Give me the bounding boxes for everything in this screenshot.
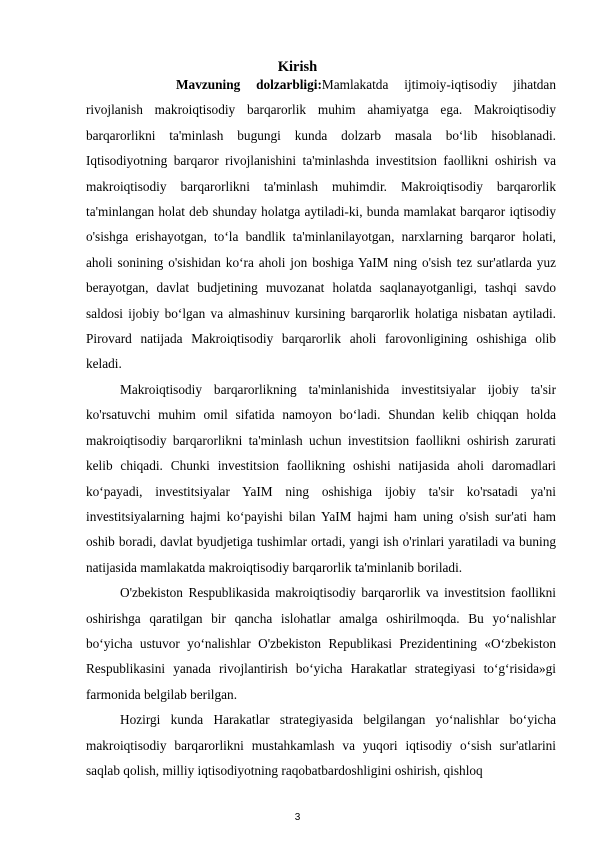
paragraph-relevance bbox=[86, 72, 556, 377]
paragraph-investment-role: Makroiqtisodiy barqarorlikning ta'minlanishida investitsiyalar ijobiy ta'sir ko'rsatuvchi muhim omil sifatida namoyon bo‘ladi. Shundan kelib chiqqan holda makroiqtisodiy barqarorlikni ta'minlash uchun investitsion faollikni oshirish zarurati kelib chiqadi. Chunki investitsion faollikning oshishi natijasida aholi daromadlari ko‘payadi, investitsiyalar YaIM ning oshishiga ijobiy ta'sir ko'rsatadi ya'ni investitsiyalarning hajmi ko‘payishi bilan YaIM hajmi ham uning o'sish sur'ati ham oshib boradi, davlat byudjetiga tushimlar ortadi, yangi ish o'rinlari yaratiladi va buning natijasida mamlakatda makroiqtisodiy barqarorlik ta'minlanib boriladi. bbox=[86, 381, 556, 575]
relevance-heading: Mavzuning dolzarbligi: bbox=[176, 77, 322, 92]
paragraph-strategy: Hozirgi kunda Harakatlar strategiyasida belgilangan yo‘nalishlar bo‘yicha makroiqtisodiy barqarorlikni mustahkamlash va yuqori iqtisodiy o‘sish sur'atlarini saqlab qolish, milliy iqtisodiyotning raqobatbardoshligini oshirish, qishloq bbox=[86, 712, 556, 778]
paragraph-text: Mamlakatda ijtimoiy-iqtisodiy jihatdan rivojlanish makroiqtisodiy barqarorlik muhim ahamiyatga ega. Makroiqtisodiy barqarorlikni ta'minlash bugungi kunda dolzarb masala bo‘lib hisoblanadi. Iqtisodiyotning barqaror rivojlanishini ta'minlashda investitsion faollikni oshirish va makroiqtisodiy barqarorlikni ta'minlash muhimdir. Makroiqtisodiy barqarorlik ta'minlangan holat deb shunday holatga aytiladi-ki, bunda mamlakat barqaror iqtisodiy o'sishga erishayotgan, to‘la bandlik ta'minlanilayotgan, narxlarning barqaror holati, aholi sonining o'sishidan ko‘ra aholi jon boshiga YaIM ning o'sish tez sur'atlarda yuz berayotgan, davlat budjetining muvozanat holatda saqlanayotganligi, tashqi savdo saldosi ijobiy bo‘lgan va almashinuv kursining barqarorlik holatiga nisbatan aytiladi. Pirovard natijada Makroiqtisodiy barqarorlik aholi farovonligining oshishiga olib keladi. bbox=[86, 77, 556, 372]
paragraph-reforms: O'zbekiston Respublikasida makroiqtisodiy barqarorlik va investitsion faollikni oshirishga qaratilgan bir qancha islohatlar amalga oshirilmoqda. Bu yo‘nalishlar bo‘yicha ustuvor yo‘nalishlar O'zbekiston Republikasi Prezidentining «O‘zbekiston Respublikasini yanada rivojlantirish bo‘yicha Harakatlar strategiyasi to‘g‘risida»gi farmonida belgilab berilgan. bbox=[86, 585, 556, 702]
page-title: Kirish bbox=[277, 59, 318, 75]
page-number: 3 bbox=[294, 812, 301, 823]
document-body bbox=[86, 72, 556, 783]
